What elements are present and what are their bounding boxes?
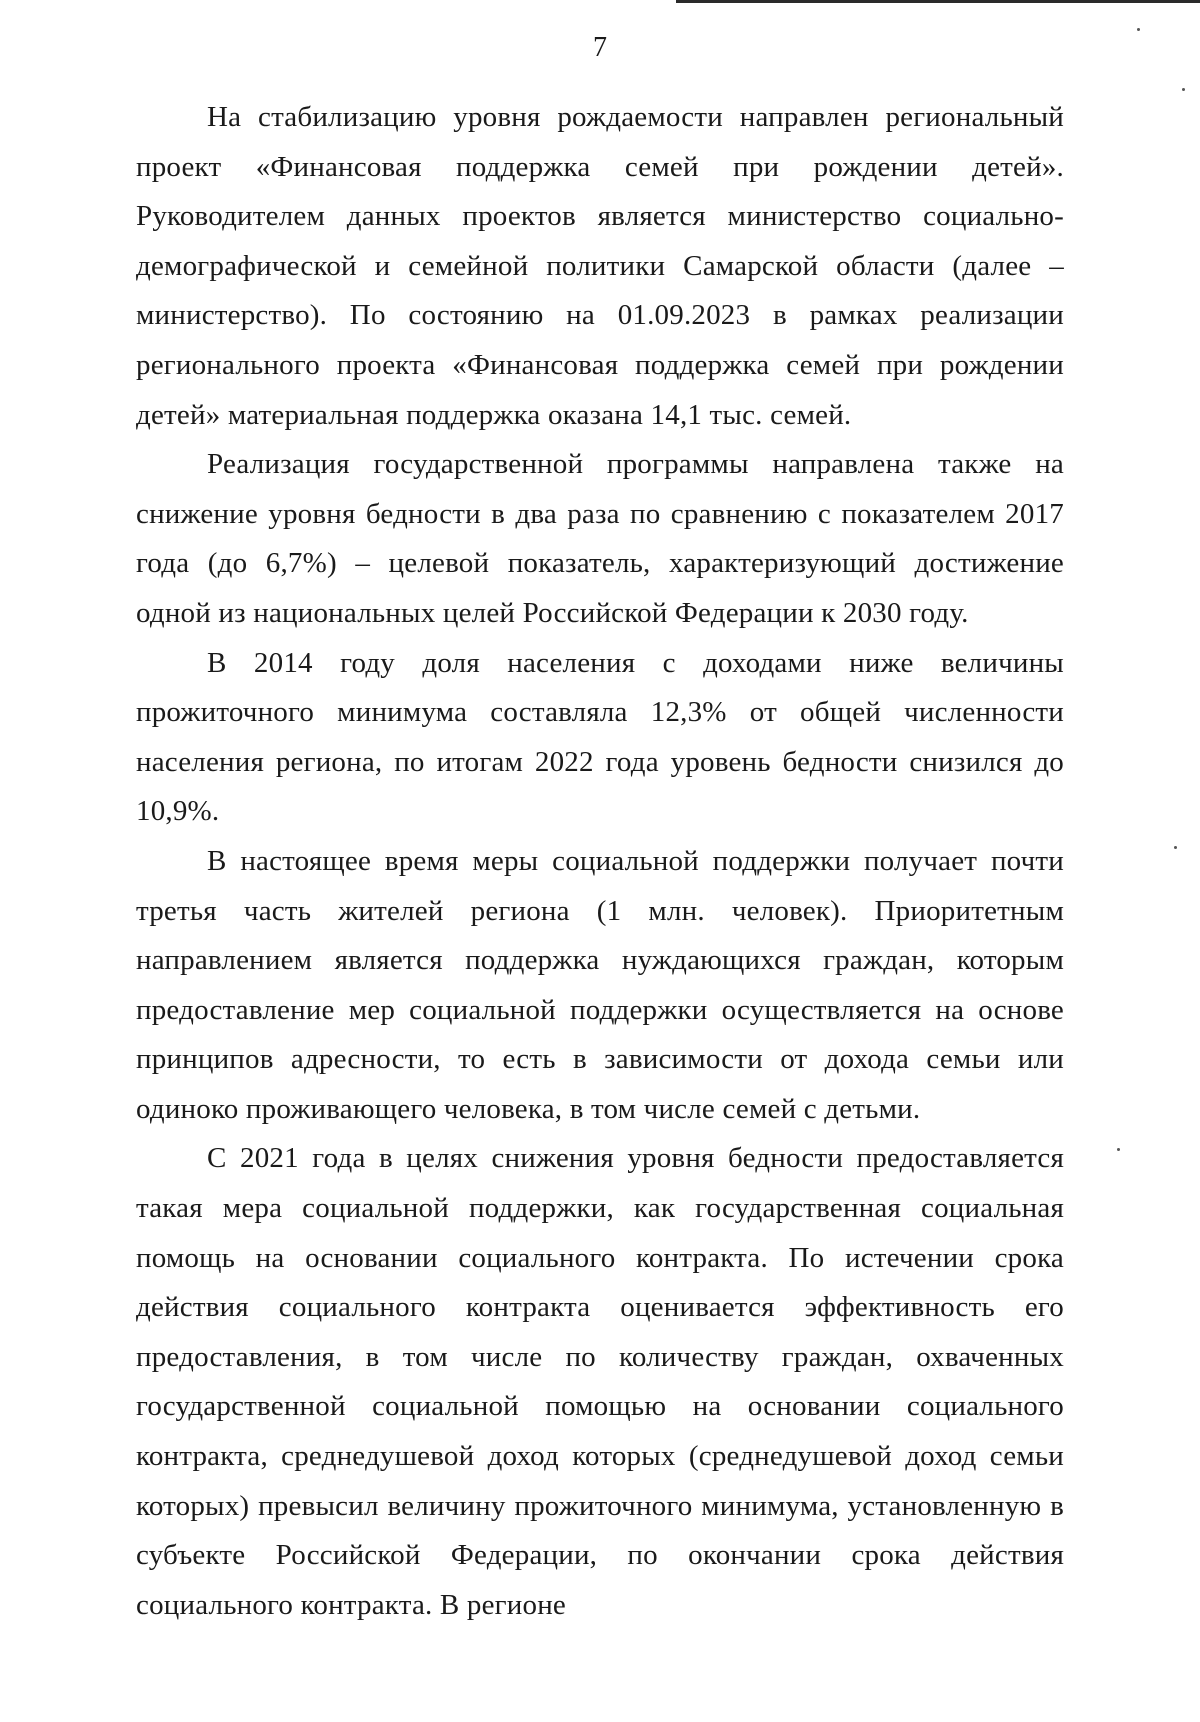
paragraph-poverty-statistics: В 2014 году доля населения с доходами ниже величины прожиточного минимума составляла 12,3% от общей численности населения региона, по итогам 2022 года уровень бедности снизился до 10,9%. [136,646,1064,828]
scan-speck [1182,88,1185,91]
scan-speck [1117,1148,1120,1151]
page-number: 7 [593,32,607,63]
scan-speck [1137,28,1140,31]
document-body [136,93,1064,1630]
paragraph-poverty-target: Реализация государственной программы направлена также на снижение уровня бедности в два раза по сравнению с показателем 2017 года (до 6,7%) – целевой показатель, характеризующий достижение одной из национальных целей Российской Федерации к 2030 году. [136,448,1064,629]
paragraph-social-support: В настоящее время меры социальной поддержки получает почти третья часть жителей региона (1 млн. человек). Приоритетным направлением является поддержка нуждающихся граждан, которым предоставление мер социальной поддержки осуществляется на основе принципов адресности, то есть в зависимости от дохода семьи или одиноко проживающего человека, в том числе семей с детьми. [136,844,1064,1125]
scan-speck [1174,846,1177,849]
paragraph-social-contract: С 2021 года в целях снижения уровня бедности предоставляется такая мера социальной поддержки, как государственная социальная помощь на основании социального контракта. По истечении срока действия социального контракта оценивается эффективность его предоставления, в том числе по количеству граждан, охваченных государственной социальной помощью на основании социального контракта, среднедушевой доход которых (среднедушевой доход семьи которых) превысил величину прожиточного минимума, установленную в субъекте Российской Федерации, по окончании срока действия социального контракта. В регионе [136,1142,1064,1621]
paragraph-birth-rate-project: На стабилизацию уровня рождаемости направлен региональный проект «Финансовая поддержка семей при рождении детей». Руководителем данных проектов является министерство социально-демографической и семейной политики Самарской области (далее – министерство). По состоянию на 01.09.2023 в рамках реализации регионального проекта «Финансовая поддержка семей при рождении детей» материальная поддержка оказана 14,1 тыс. семей. [136,101,1064,431]
scan-edge-line [676,0,1200,3]
